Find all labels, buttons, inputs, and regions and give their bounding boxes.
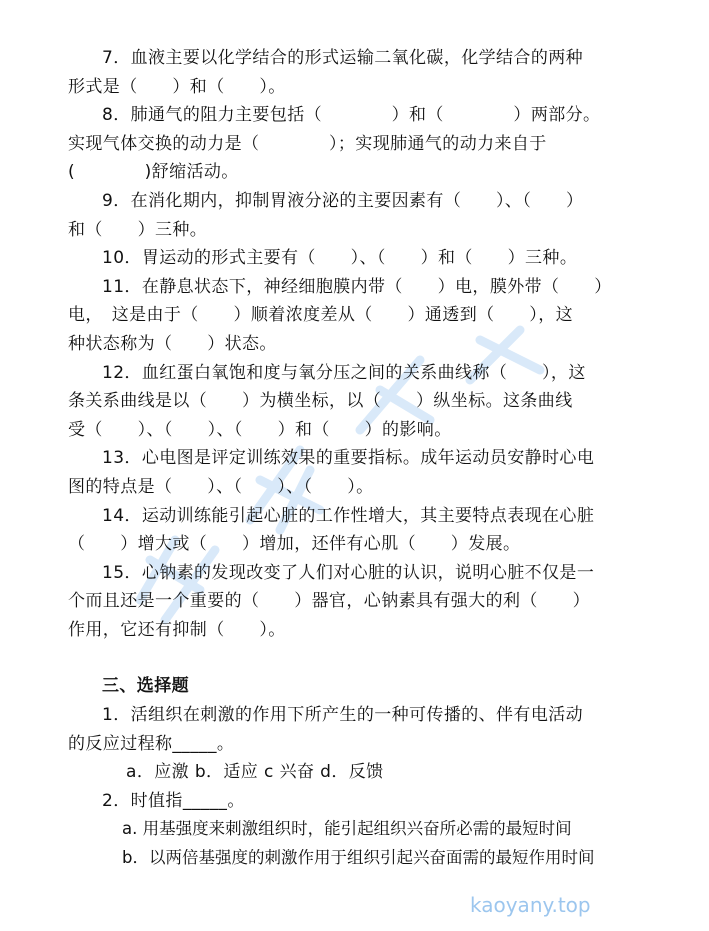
question-15-line: 15．心钠素的发现改变了人们对心脏的认识，说明心脏不仅是一 — [102, 562, 595, 583]
spacer — [68, 644, 648, 672]
question-11-line: 11．在静息状态下，神经细胞膜内带（ ）电，膜外带（ ） — [102, 276, 612, 297]
choice-2-line: 2．时值指_____。 — [102, 790, 245, 811]
question-13-line: 图的特点是（ ）、（ ）、（ ）。 — [68, 476, 374, 497]
choice-1-options: a．应激 b．适应 c 兴奋 d．反馈 — [126, 762, 384, 783]
question-11-line: 种状态称为（ ）状态。 — [68, 333, 277, 354]
question-12-line: 受（ ）、（ ）、（ ）和（ ）的影响。 — [68, 419, 452, 440]
question-8-line: 实现气体交换的动力是（ ）；实现肺通气的动力来自于 — [68, 133, 547, 154]
section-heading: 三、选择题 — [102, 676, 189, 697]
question-12-line: 条关系曲线是以（ ）为横坐标，以（ ）纵坐标。这条曲线 — [68, 391, 573, 412]
question-8-line: 8．肺通气的阻力主要包括（ ）和（ ）两部分。 — [102, 105, 601, 126]
question-14-line: （ ）增大或（ ）增加，还伴有心肌（ ）发展。 — [68, 534, 521, 555]
question-9-line: 9．在消化期内，抑制胃液分泌的主要因素有（ ）、（ ） — [102, 190, 584, 211]
question-8-line: ( )舒缩活动。 — [68, 162, 239, 183]
choice-1-line: 1．活组织在刺激的作用下所产生的一种可传播的、伴有电活动 — [102, 705, 584, 726]
question-7-line: 形式是（ ）和（ ）。 — [68, 76, 286, 97]
choice-2-option-b: b．以两倍基强度的刺激作用于组织引起兴奋面需的最短作用时间 — [122, 848, 595, 868]
document-page — [68, 44, 648, 873]
question-12-line: 12．血红蛋白氧饱和度与氧分压之间的关系曲线称（ ），这 — [102, 362, 586, 383]
choice-1-line: 的反应过程称_____。 — [68, 733, 235, 754]
question-7-line: 7．血液主要以化学结合的形式运输二氧化碳，化学结合的两种 — [102, 48, 584, 68]
question-15-line: 作用，它还有抑制（ ）。 — [68, 619, 286, 640]
question-15-line: 个而且还是一个重要的（ ）器官，心钠素具有强大的利（ ） — [68, 591, 590, 612]
question-13-line: 13．心电图是评定训练效果的重要指标。成年运动员安静时心电 — [102, 448, 595, 469]
question-14-line: 14．运动训练能引起心脏的工作性增大，其主要特点表现在心脏 — [102, 505, 595, 526]
question-9-line: 和（ ）三种。 — [68, 219, 208, 240]
choice-2-option-a: a. 用基强度来刺激组织时，能引起组织兴奋所必需的最短时间 — [122, 819, 572, 839]
question-11-line: 电， 这是由于（ ）顺着浓度差从（ ）通透到（ ），这 — [68, 305, 573, 326]
question-10-line: 10．胃运动的形式主要有（ ）、（ ）和（ ）三种。 — [102, 248, 578, 269]
watermark-text: kaoyany.top — [470, 893, 591, 917]
